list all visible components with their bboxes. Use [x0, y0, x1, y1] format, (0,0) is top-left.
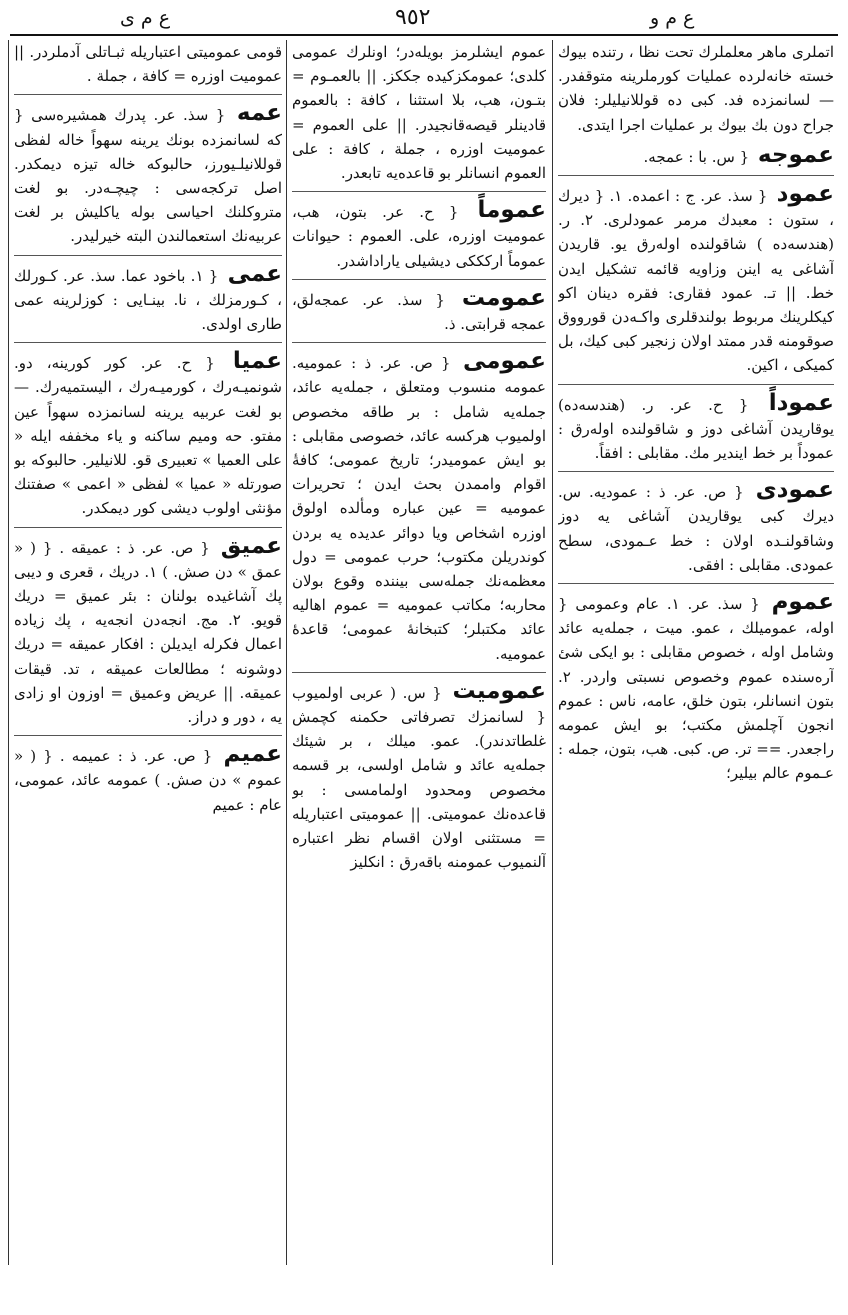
entry-separator [558, 175, 834, 176]
definition: { ح. عر. بتون، هب، عموميت اوزره، على. العموم : حيوانات عموماً اركككى ديشيلى ياراداشدر. [292, 203, 546, 270]
entry-umumiyet [292, 679, 546, 875]
headword: عمومت [461, 284, 546, 311]
entry-amim [14, 742, 282, 817]
definition: { سذ. عر. ١. عام وعمومى { اوله، عموميلك ، عمو. ميت ، جملەيه عائد وشامل اوله ، خصوص مقابلى : بو ايكى شئ آره‌سنده عموم وخصوص نسبتى واردر. ٢. بتون انسانلر، بتون خلق، عامه، ناس : عموم انجون آچلمش مكتب؛ بو ايش عمومه راجعدر. == تر. ص. كبى. هب، بتون، جمله : عـموم عالم بيلير؛ [558, 595, 834, 783]
entry-amuja [558, 143, 834, 169]
definition: { ح. عر. كور كورينه، دو. شونميـەرك ، كورميـەرك ، اليستميەرك. — بو لغت عربيه يرينه لسانمزده سهواً عين مفتو. حه وميم ساكنه و ياء مخففه ايله « على العميا » تعبيرى قو. للانيلير. حالبوكه بو صورتله « عميا » لفظى « اعمى » صفتنك مؤنثى اولوب ديشى كور ديمكدر. [14, 354, 282, 518]
entry-separator [292, 672, 546, 673]
headword: عموميت [452, 677, 546, 704]
headword: عميم [223, 741, 282, 768]
header-rule [10, 34, 838, 36]
definition: { ص. عر. ذ : عميمه . { ( « عموم » دن صش. ) عمومه عائد، عمومى، عام : عميم [14, 747, 282, 814]
entry-separator [14, 255, 282, 256]
column-middle [292, 40, 546, 1265]
definition: { ح. عر. ر. (هندسه‌ده) يوقاريدن آشاغى دوز و شاقولنده اولەرق : عموداً بر خط ايندير مك. مقابلى : افقاً. [558, 395, 834, 463]
column-rule [8, 40, 9, 1265]
headword: عمى [227, 260, 282, 287]
column-rule [552, 40, 553, 1265]
running-header-right: ع م و [650, 7, 695, 29]
entry-ama [14, 262, 282, 337]
definition: { سذ. عر. پدرك همشيره‌سى { كه لسانمزده بونك يرينه سهواً خاله لفظى قوللانيلـيورز، حالبوكه خاله تيزه ديمكدر. اصل تركجه‌سى : چيچـەدر. بو لغت متروكلنك احياسى بوله ياكليش بر لغت عربيه‌نك استعمالندن البته خيرليدر. [14, 106, 282, 246]
definition: { س. با : عمجه. [643, 147, 750, 166]
headword: عموماً [477, 197, 546, 224]
entry-separator [14, 94, 282, 95]
entry-separator [14, 527, 282, 528]
definition: { سذ. عر. ج : اعمده. ١. { ديرك ، ستون : معبدك مرمر عمودلرى. ٢. ر. (هندسه‌ده ) شاقولنده اولەرق يو. قاريدن آشاغى يه اينن وزاويه قائمه تشكيل ايدن خط. || تـ. عمود فقارى: فقره دينان اكو كيكلرينك مربوط بولندقلرى واكـەدن قورووق صوقومنه قدر ممتد اولان زنجير كبى كيك، بل كميكى ، اكين. [558, 187, 834, 375]
page-number: ٩٥٢ [395, 5, 431, 30]
running-header-left: ع م ى [120, 7, 171, 29]
headword: عموم [771, 589, 834, 616]
definition: { سذ. عر. عمجه‌لق، عمجه قرابتى. ذ. [292, 290, 546, 334]
headword: عميق [220, 532, 282, 559]
entry-amudi [558, 478, 834, 577]
entry-separator [558, 384, 834, 385]
entry-separator [292, 279, 546, 280]
definition: { ص. عر. ذ : عموديه. س. ديرك كبى يوقاريدن آشاغى يه دوز وشاقولنـده اولان : خط عـمودى، سطح عمودى. مقابلى : افقى. [558, 483, 834, 574]
entry-umuman [292, 198, 546, 273]
entry-umum [558, 590, 834, 786]
entry-amudan [558, 391, 834, 466]
headword: عمود [776, 181, 834, 208]
column-left [14, 40, 282, 1265]
headword: عموجه [757, 141, 834, 168]
column-right [558, 40, 834, 1265]
definition: { ص. عر. ذ : عموميه. عمومه منسوب ومتعلق ، جملەيه عائد، جملەيه شامل : بر طاقه مخصوص اولميوب هركسه عائد، خصوصى مقابلى : بو ايش عموميدر؛ تاريخ عمومى؛ كافةٔ اقوام واممدن بحث ايدن ؛ تحريرات عموميه = عين عباره ومألده اولوق اوزره اشخاص ويا دوائر عديده يه بردن كوندريلن مكتوب؛ حرب عمومى = دول معظمه‌نك جملەسى بيننده وقوع بولان محاربه؛ مكاتب عموميه = عموم اهاليه عائد مكتبلر؛ كتبخانهٔ عمومى؛ قاعدهٔ عموميه. [292, 354, 546, 663]
entry-umumet [292, 286, 546, 336]
headword: عموداً [768, 389, 834, 416]
entry-amya [14, 349, 282, 520]
entry-umumi [292, 349, 546, 666]
entry-separator [292, 191, 546, 192]
definition: { ص. عر. ذ : عميقه . { ( « عمق » دن صش. ) ١. دريك ، قعرى و ديبى پك آشاغيده بولنان : بئر عميق = دريك قويو. ٢. مج. انجه‌دن انجه‌يه ، پك زياده اعمال فكرله ايديلن : افكار عميقه = دريك دوشونه ؛ مطالعات عميقه ، تد. قيقات عميقه. || عريض وعميق = اوزون او زادى يه ، دور و دراز. [14, 538, 282, 727]
column-rule [286, 40, 287, 1265]
headword: عميا [232, 348, 282, 375]
continued-text: اتملرى ماهر معلملرك تحت نظا ، رتنده بيوك خسته خانه‌لرده عمليات كورملرينه متوقفدر. — لسانمزده فد. كبى ده قوللانيليلر: فلان جراح دون بك بيوك بر عمليات اجرا ايتدى. [558, 43, 834, 134]
entry-amud [558, 182, 834, 378]
continued-text: قومى عموميتى اعتباريله ثبـاتلى آدملردر. || عموميت اوزره = كافة ، جملة . [14, 43, 282, 86]
entry-separator [558, 583, 834, 584]
entry-amik [14, 534, 282, 730]
entry-amme [14, 101, 282, 248]
definition: { س. ( عربى اولميوب { لسانمزك تصرفاتى حكمنه كچمش غلطاتدندر). عمو. ميلك ، بر شيئك جملەيه عائد و شامل اولسى، بر قسمه مخصوص ومحدود اولمامسى : بو قاعده‌نك عموميتى. || عموميتى اعتباريله = مستثنى اولان اقسام نظر اعتباره آلنميوب عمومنه باقەرق : انكليز [292, 683, 546, 872]
headword: عمومى [462, 348, 546, 375]
continued-text: عموم ايشلرمز بويلەدر؛ اونلرك عمومى كلدى؛ عمومكزكيده جككز. || بالعمـوم = بتـون، هب، بلا استثنا ، كافة : بالعموم قادينلر قيصه‌قانجيدر. || على العموم = عموميت اوزره ، جملة ، كافة : على العموم انسانلر بو قاعده‌يه تابعدر. [292, 43, 546, 183]
headword: عمودى [755, 477, 834, 504]
definition: { ١. باخود عما. سذ. عر. كـورلك ، كـورمزلك ، نا. بينـايى : كوزلرينه عمى طارى اولدى. [14, 266, 282, 334]
entry-separator [558, 471, 834, 472]
entry-separator [14, 735, 282, 736]
entry-separator [292, 342, 546, 343]
headword: عمه [236, 100, 282, 127]
entry-separator [14, 342, 282, 343]
